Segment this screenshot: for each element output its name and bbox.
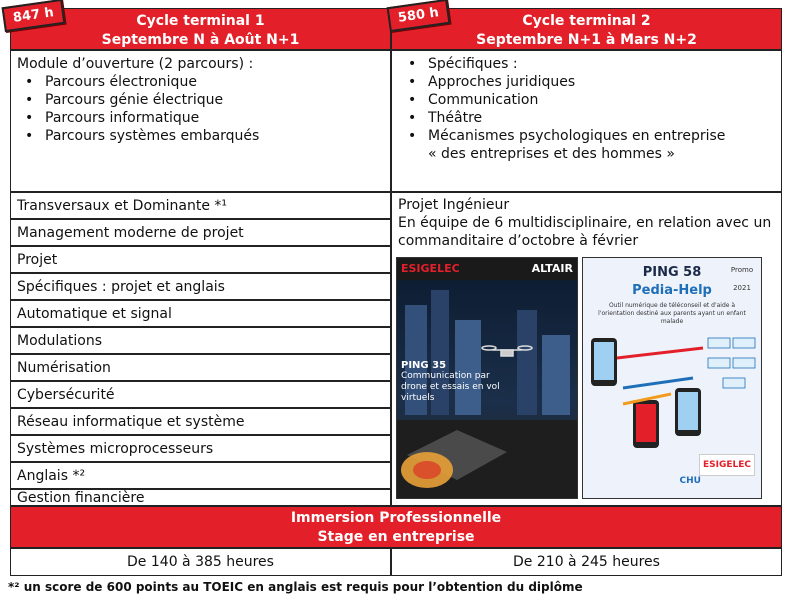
course-row: Cybersécurité [10, 381, 391, 408]
hours-cycle-2: De 210 à 245 heures [391, 548, 782, 576]
list-item: • Parcours informatique [17, 109, 384, 127]
list-item: • Communication [400, 91, 773, 109]
poster-ping58-name: Pedia-Help [632, 283, 712, 298]
list-item: • Parcours systèmes embarqués [17, 127, 384, 145]
poster-promo: Promo 2021 [730, 266, 754, 292]
course-row: Gestion financière [10, 489, 391, 506]
immersion-title: Immersion Professionnelle [290, 510, 502, 526]
poster-ping58-tagline: Outil numérique de téléconseil et d'aide à l'orientation destiné aux parents ayant un enfant malade [598, 302, 746, 325]
module-list [17, 73, 384, 145]
list-item: • Théâtre [400, 109, 773, 127]
poster-ping58-image [582, 257, 762, 499]
specifiques-quote: « des entreprises et des hommes » [428, 146, 675, 162]
header-cycle-2 [391, 5, 782, 50]
course-row: Systèmes microprocesseurs [10, 435, 391, 462]
module-title: Module d’ouverture (2 parcours) : [17, 56, 254, 72]
list-item: • Parcours génie électrique [17, 91, 384, 109]
hours-badge-1: 847 h [2, 0, 66, 32]
poster-ping35-title: PING 35 [401, 360, 447, 371]
specifiques-cell [391, 50, 782, 192]
poster-ping35-subtitle: Communication par drone et essais en vol virtuels [401, 371, 500, 403]
footnote: *² un score de 600 points au TOEIC en anglais est requis pour l’obtention du diplôme [8, 580, 583, 594]
course-row: Management moderne de projet [10, 219, 391, 246]
header-cycle-1-dates: Septembre N à Août N+1 [101, 32, 300, 48]
poster-ping58-title: PING 58 [642, 265, 702, 280]
list-item: • Mécanismes psychologiques en entreprise [400, 127, 773, 145]
course-row: Projet [10, 246, 391, 273]
course-row: Transversaux et Dominante *¹ [10, 192, 391, 219]
header-cycle-1-title: Cycle terminal 1 [136, 13, 265, 29]
projet-ingenieur-cell [391, 192, 782, 506]
course-row: Réseau informatique et système [10, 408, 391, 435]
course-row: Modulations [10, 327, 391, 354]
esigelec-logo: ESIGELEC [401, 262, 460, 275]
esigelec-logo: ESIGELEC [699, 454, 755, 476]
list-item: • Parcours électronique [17, 73, 384, 91]
specifiques-list [400, 55, 773, 145]
hours-badge-2: 580 h [387, 0, 451, 32]
projet-title: Projet Ingénieur [398, 197, 510, 213]
course-row: Automatique et signal [10, 300, 391, 327]
course-row: Numérisation [10, 354, 391, 381]
header-cycle-1 [10, 5, 391, 50]
list-item: • Spécifiques : [400, 55, 773, 73]
module-ouverture-cell [10, 50, 391, 192]
hours-cycle-1: De 140 à 385 heures [10, 548, 391, 576]
immersion-subtitle: Stage en entreprise [317, 529, 475, 545]
course-row: Spécifiques : projet et anglais [10, 273, 391, 300]
altair-logo: ALTAIR [531, 262, 573, 275]
chu-logo: CHU [679, 476, 701, 486]
immersion-header [10, 506, 782, 548]
list-item: • Approches juridiques [400, 73, 773, 91]
header-cycle-2-dates: Septembre N+1 à Mars N+2 [476, 32, 697, 48]
course-row: Anglais *² [10, 462, 391, 489]
poster-ping35-image [396, 257, 578, 499]
header-cycle-2-title: Cycle terminal 2 [522, 13, 651, 29]
projet-description: En équipe de 6 multidisciplinaire, en relation avec un commanditaire d’octobre à février [398, 215, 772, 249]
